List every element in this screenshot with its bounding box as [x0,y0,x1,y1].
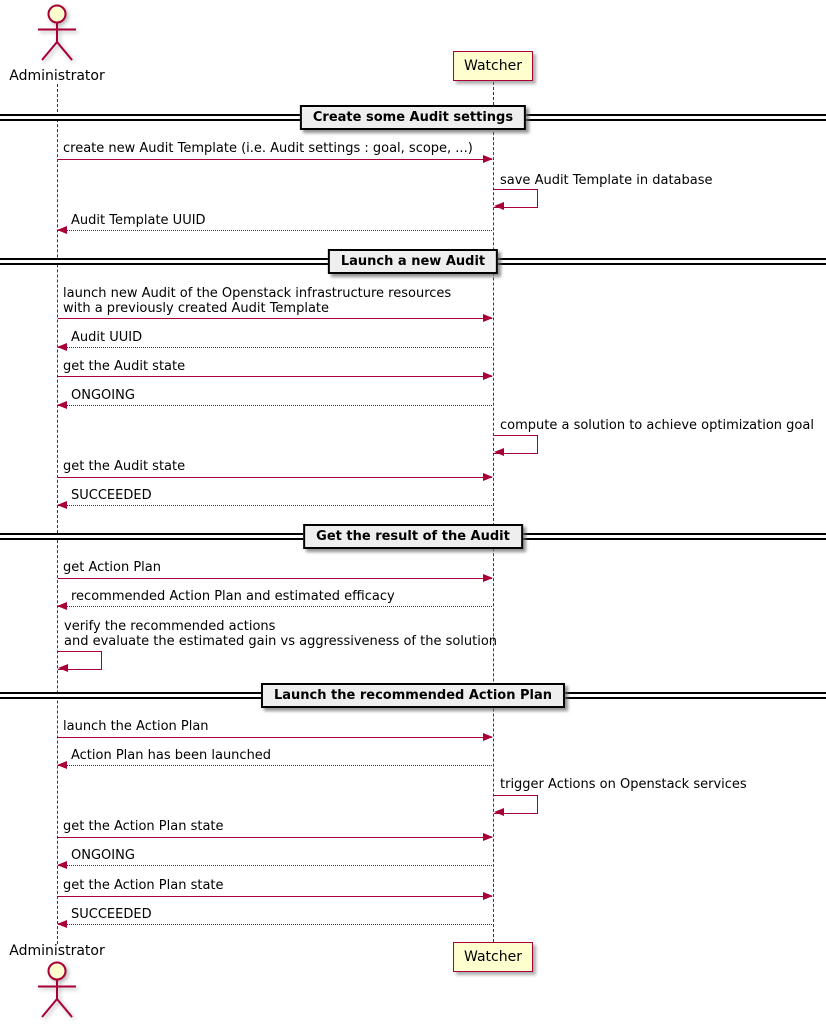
message-text: get Action Plan [63,560,161,575]
administrator-lifeline [57,84,58,944]
arrowhead-icon [57,501,67,509]
message-text: SUCCEEDED [71,907,152,922]
self-arrowhead-icon [58,664,68,672]
message-arrow-line [58,737,492,738]
arrowhead-icon [57,861,67,869]
message-text: SUCCEEDED [71,488,152,503]
self-message-text: trigger Actions on Openstack services [500,777,747,792]
arrowhead-icon [57,401,67,409]
message-text: launch the Action Plan [63,719,209,734]
watcher-participant-top: Watcher [453,51,533,81]
arrowhead-icon [483,473,493,481]
self-message-text: verify the recommended actions and evaluate the estimated gain vs aggressiveness of the solution [64,619,498,649]
message-text: Action Plan has been launched [71,748,272,763]
message-text: ONGOING [71,388,135,403]
arrowhead-icon [57,343,67,351]
administrator-label-top: Administrator [9,68,105,84]
message-arrow-line [58,606,492,607]
arrowhead-icon [483,833,493,841]
message-text: Audit Template UUID [71,213,206,228]
message-arrow-line [58,765,492,766]
message-arrow-line [58,347,492,348]
message-arrow-line [58,865,492,866]
message-text: create new Audit Template (i.e. Audit settings : goal, scope, ...) [63,141,473,156]
message-text: get the Action Plan state [63,878,224,893]
section-divider-label: Create some Audit settings [300,105,526,130]
self-arrowhead-icon [494,202,504,210]
message-arrow-line [58,924,492,925]
message-arrow-line [58,230,492,231]
administrator-actor-icon [34,4,80,64]
watcher-participant-bottom: Watcher [453,942,533,972]
administrator-actor-icon-bottom [34,961,80,1021]
message-arrow-line [58,318,492,319]
message-text: get the Audit state [63,359,186,374]
self-message-text: save Audit Template in database [500,173,713,188]
section-divider-label: Get the result of the Audit [303,524,523,549]
message-arrow-line [58,896,492,897]
self-message-text: compute a solution to achieve optimization goal [500,418,814,433]
message-arrow-line [58,578,492,579]
self-arrowhead-icon [494,448,504,456]
self-arrowhead-icon [494,808,504,816]
arrowhead-icon [57,920,67,928]
arrowhead-icon [483,314,493,322]
arrowhead-icon [57,226,67,234]
arrowhead-icon [483,733,493,741]
message-text: get the Action Plan state [63,819,224,834]
arrowhead-icon [483,372,493,380]
arrowhead-icon [483,574,493,582]
message-text: ONGOING [71,848,135,863]
message-text: Audit UUID [71,330,143,345]
section-divider-label: Launch the recommended Action Plan [261,683,565,708]
administrator-label-bottom: Administrator [9,943,105,959]
arrowhead-icon [483,892,493,900]
message-text: recommended Action Plan and estimated efficacy [71,589,395,604]
message-arrow-line [58,159,492,160]
message-arrow-line [58,405,492,406]
message-text: launch new Audit of the Openstack infrastructure resources with a previously created Audit Template [63,286,452,316]
message-arrow-line [58,376,492,377]
message-arrow-line [58,837,492,838]
arrowhead-icon [57,761,67,769]
section-divider-label: Launch a new Audit [328,249,498,274]
message-arrow-line [58,477,492,478]
arrowhead-icon [483,155,493,163]
message-text: get the Audit state [63,459,186,474]
message-arrow-line [58,505,492,506]
arrowhead-icon [57,602,67,610]
